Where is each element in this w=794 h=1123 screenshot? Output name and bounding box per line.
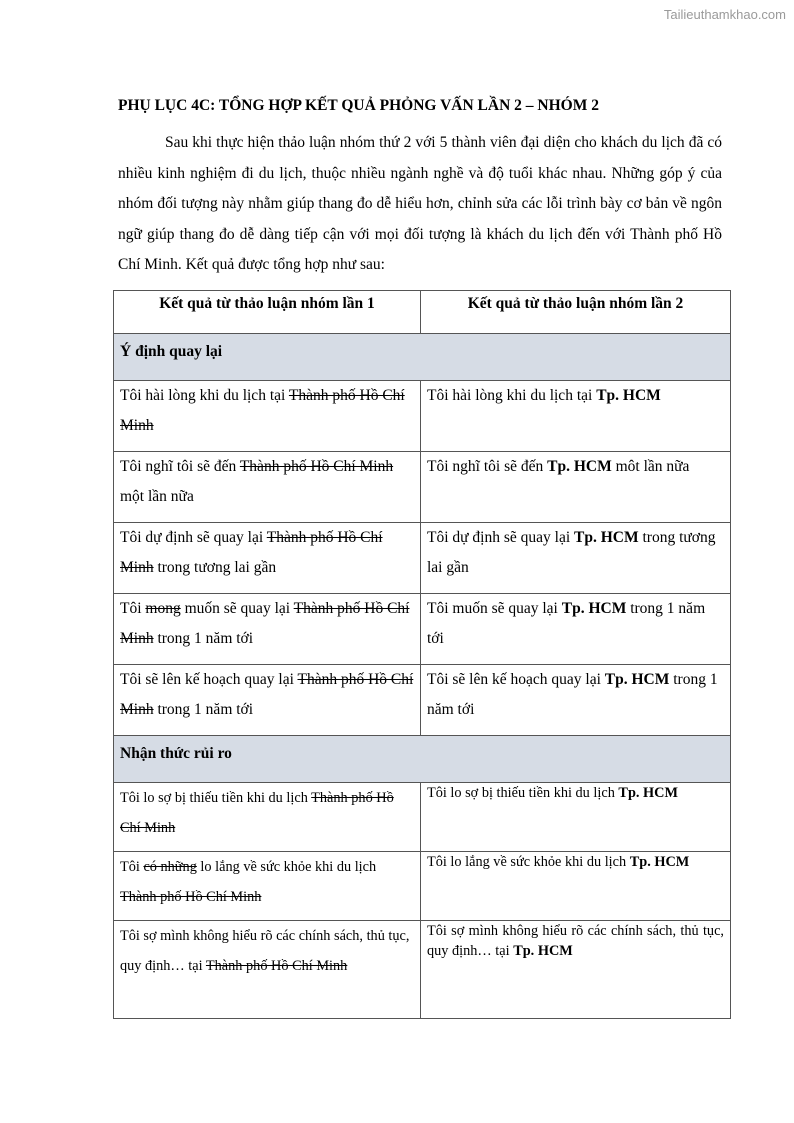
right-cell [421,783,731,852]
struck-text: Thành phố Hồ Chí Minh [120,790,394,836]
bold-text: Tp. HCM [596,387,661,404]
intro-paragraph: Sau khi thực hiện thảo luận nhóm thứ 2 với 5 thành viên đại diện cho khách du lịch đã có nhiều kinh nghiệm đi du lịch, thuộc nhiều ngành nghề và độ tuổi khác nhau. Những góp ý của nhóm đối tượng này nhằm giúp thang đo dễ hiểu hơn, chỉnh sửa các lỗi trình bày cơ bản về ngôn ngữ giúp thang đo dễ dàng tiếp cận với mọi đối tượng là khách du lịch đến với Thành phố Hồ Chí Minh. Kết quả được tổng hợp như sau: [118,134,722,274]
cell-text: Tôi hài lòng khi du lịch tại [120,387,289,404]
section-title: Ý định quay lại [114,334,731,381]
cell-text: Tôi sẽ lên kế hoạch quay lại [427,671,605,688]
table-header-row [114,291,731,334]
cell-text: trong 1 năm tới [153,630,254,647]
left-cell [114,665,421,736]
table-row [114,921,731,1019]
struck-text: Thành phố Hồ Chí Minh [120,529,383,576]
table-row [114,594,731,665]
cell-text: trong tương lai gần [153,559,277,576]
struck-text: Thành phố Hồ Chí Minh [120,671,414,718]
table-row [114,665,731,736]
left-cell [114,594,421,665]
section-title: Nhận thức rủi ro [114,736,731,783]
cell-text: Tôi lo sợ bị thiếu tiền khi du lịch [427,785,619,801]
cell-text: Tôi sợ mình không hiểu rõ các chính sách, thủ tục, quy định… tại [427,923,724,959]
left-cell [114,452,421,523]
cell-text: lo lắng về sức khỏe khi du lịch [196,859,377,875]
cell-text: Tôi lo lắng về sức khỏe khi du lịch [427,854,630,870]
cell-text: Tôi nghĩ tôi sẽ đến [427,458,548,475]
cell-text: Tôi [120,859,144,875]
left-cell [114,852,421,921]
struck-text: Thành phố Hồ Chí Minh [120,889,262,905]
bold-text: Tp. HCM [618,785,678,801]
bold-text: Tp. HCM [629,854,690,870]
cell-text: một lần nữa [120,488,194,505]
bold-text: Tp. HCM [547,458,612,475]
col1-header: Kết quả từ thảo luận nhóm lần 1 [114,291,421,334]
left-cell [114,921,421,1019]
cell-text: trong 1 năm tới [153,701,254,718]
col2-header: Kết quả từ thảo luận nhóm lần 2 [421,291,731,334]
cell-text: Tôi lo sợ bị thiếu tiền khi du lịch [120,790,312,806]
right-cell [421,594,731,665]
struck-text: Thành phố Hồ Chí Minh [205,958,348,974]
struck-text: mong [145,600,181,617]
table-row [114,452,731,523]
right-cell [421,665,731,736]
right-cell [421,523,731,594]
cell-text: Tôi muốn sẽ quay lại [427,600,562,617]
cell-text: trong 1 năm tới [427,600,706,647]
struck-text: Thành phố Hồ Chí Minh [120,600,410,647]
cell-text: môt lần nữa [611,458,690,475]
section-row [114,334,731,381]
cell-text: Tôi dự định sẽ quay lại [427,529,575,546]
table-row [114,381,731,452]
left-cell [114,381,421,452]
table-row [114,783,731,852]
right-cell [421,921,731,1019]
cell-text: muốn sẽ quay lại [180,600,294,617]
table-row [114,523,731,594]
cell-text: Tôi sẽ lên kế hoạch quay lại [120,671,298,688]
cell-text: Tôi dự định sẽ quay lại [120,529,267,546]
right-cell [421,381,731,452]
struck-text: Thành phố Hồ Chí Minh [239,458,394,475]
cell-text: Tôi sợ mình không hiểu rõ các chính sách, thủ tục, quy định… tại [120,928,410,974]
cell-text: Tôi hài lòng khi du lịch tại [427,387,597,404]
results-table [113,290,731,1019]
watermark-text: Tailieuthamkhao.com [663,7,786,22]
cell-text: Tôi nghĩ tôi sẽ đến [120,458,240,475]
right-cell [421,852,731,921]
section-row [114,736,731,783]
left-cell [114,523,421,594]
cell-text: trong 1 năm tới [427,671,718,718]
table-row [114,852,731,921]
cell-text: trong tương lai gần [427,529,716,576]
bold-text: Tp. HCM [604,671,670,688]
bold-text: Tp. HCM [574,529,639,546]
struck-text: Thành phố Hồ Chí Minh [120,387,405,434]
page-title: PHỤ LỤC 4C: TỔNG HỢP KẾT QUẢ PHỎNG VẤN LẦN 2 – NHÓM 2 [118,97,599,114]
left-cell [114,783,421,852]
bold-text: Tp. HCM [513,943,573,959]
cell-text: Tôi [120,600,146,617]
right-cell [421,452,731,523]
bold-text: Tp. HCM [561,600,627,617]
struck-text: có những [143,859,197,875]
